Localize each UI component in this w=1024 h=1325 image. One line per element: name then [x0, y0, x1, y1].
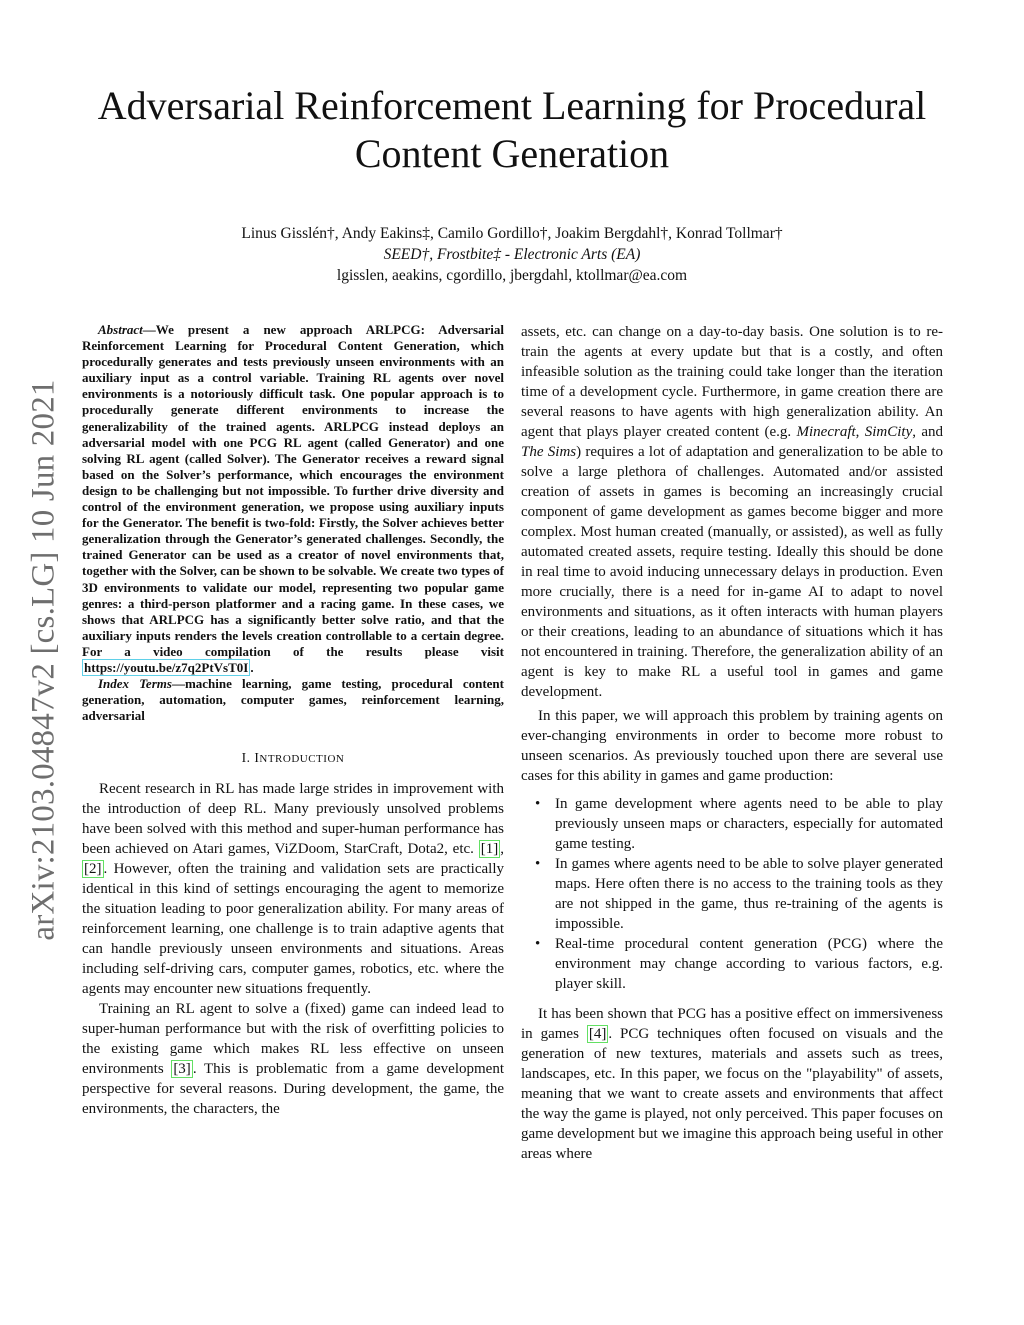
author-affiliation: SEED†, Frostbite‡ - Electronic Arts (EA): [383, 246, 641, 263]
list-item-text: In games where agents need to be able to solve player generated maps. Here often there is no access to the training tools as they are not shipped in the game, thus re-training of the agents is impossible.: [555, 856, 943, 932]
paper-title: [60, 82, 964, 178]
section-title-rest: NTRODUCTION: [259, 753, 345, 766]
right-column: [521, 322, 943, 1164]
intro-paragraph-2: [82, 999, 504, 1119]
section-heading-introduction: [82, 748, 504, 769]
bullet-icon: •: [535, 856, 541, 872]
video-link[interactable]: https://youtu.be/z7q2PtVsT0I: [84, 659, 249, 675]
right-p1-text-a: assets, etc. can change on a day-to-day basis. One solution is to re-train the agents at every update but that is a costly, and often infeasible solution as the training could take longer than the iteration time of a development cycle. Furthermore, in game creation there are several reasons to have agents with high generalization ability. An agent that plays player created content (e.g.: [521, 324, 943, 440]
right-p1-text-b: ) requires a lot of adaptation and generalization to be able to solve a large plethora of challenges. Automated and/or assisted creation of assets in games is becoming an increasingly crucial component of game development as games become bigger and more complex. Most human created (manually, or assisted), as well as fully automated created assets, require testing. Ideally this should be done in real time to avoid inducing unnecessary delays in production. Even more crucially, there is a need for in-game AI to adapt to novel environments and situations, as it often interacts with human players or their creations, leading to an abundance of situations which it has not encountered in training. Therefore, the generalization ability of an agent is key to make RL a useful tool in games and game development.: [521, 444, 944, 700]
intro-p2-text-b: . This is problematic from a game development perspective for several reasons. During development, the game, the environments, the characters, the: [82, 1061, 504, 1118]
citation-2[interactable]: [2]: [84, 861, 102, 878]
index-terms-label: Index Terms: [98, 676, 172, 692]
right-paragraph-1: [521, 322, 943, 702]
index-terms: [82, 676, 504, 724]
citation-3[interactable]: [3]: [173, 1061, 191, 1078]
list-item-text: In game development where agents need to be able to play previously unseen maps or characters, especially for automated game testing.: [555, 796, 943, 852]
section-numeral: I.: [241, 750, 255, 766]
arxiv-identifier: arXiv:2103.04847v2 [cs.LG] 10 Jun 2021: [25, 379, 62, 941]
author-emails: lgisslen, aeakins, cgordillo, jbergdahl, ktollmar@ea.com: [336, 267, 688, 284]
right-paragraph-3: [521, 1004, 943, 1164]
paper-title-line-1: Adversarial Reinforcement Learning for Procedural: [97, 83, 927, 128]
intro-p2-text-a: Training an RL agent to solve a (fixed) game can indeed lead to super-human performance but with the risk of overfitting policies to the existing game which makes RL less effective on unseen environments: [82, 1001, 504, 1078]
right-p1-sep-1: ,: [855, 424, 865, 440]
left-column: [82, 322, 504, 1119]
abstract: [82, 322, 504, 676]
use-case-list: [521, 794, 943, 994]
abstract-end: .: [250, 659, 254, 675]
game-title-simcity: SimCity: [864, 424, 913, 440]
citation-1[interactable]: [1]: [480, 841, 499, 858]
intro-paragraph-1: [82, 779, 504, 999]
index-terms-body: —machine learning, game testing, procedural content generation, automation, computer games, reinforcement learning, adversarial: [82, 676, 504, 724]
right-p3-text-b: . PCG techniques often focused on visuals and the generation of new textures, materials and assets such as trees, landscapes, etc. In this paper, we focus on the "playability" of assets, meaning that we want to create assets and environments that affect the way the game is played, not only perceived. This paper focuses on game development but we imagine this approach being useful in other areas where: [521, 1026, 943, 1162]
list-item: [521, 854, 943, 934]
right-paragraph-2: In this paper, we will approach this problem by training agents on ever-changing environments in order to become more robust to unseen scenarios. As previously touched upon there are several use cases for this ability in games and game production:: [521, 708, 943, 784]
intro-p1-separator: ,: [500, 841, 504, 858]
arxiv-side-stamp: [14, 360, 74, 960]
author-list: Linus Gisslén†, Andy Eakins‡, Camilo Gordillo†, Joakim Bergdahl†, Konrad Tollmar†: [241, 225, 783, 242]
author-block: [60, 223, 964, 286]
paper-title-line-2: Content Generation: [354, 131, 670, 176]
intro-p1-text-b: . However, often the training and validation sets are practically identical in this kind of settings encouraging the agent to memorize the situation leading to poor generalization ability. For many areas of reinforcement learning, one challenge is to train adaptive agents that can handle previously unseen environments and situations. Areas including self-driving cars, computer games, robotics, etc. where the agents may encounter new situations frequently.: [82, 861, 504, 998]
citation-4[interactable]: [4]: [588, 1026, 607, 1042]
list-item-text: Real-time procedural content generation (PCG) where the environment may change according to various factors, e.g. player skill.: [555, 936, 943, 992]
bullet-icon: •: [535, 936, 541, 952]
game-title-minecraft: Minecraft: [796, 424, 856, 440]
intro-p1-text-a: Recent research in RL has made large strides in improvement with the introduction of deep RL. Many previously unsolved problems have been solved with this method and super-human performance has been achieved on Atari games, ViZDoom, StarCraft, Dota2, etc.: [82, 781, 504, 858]
game-title-the-sims: The Sims: [521, 444, 577, 460]
abstract-body: —We present a new approach ARLPCG: Adversarial Reinforcement Learning for Procedural Content Generation, which procedurally generates and tests previously unseen environments with an auxiliary input as a control variable. Training RL agents over novel environments is a notoriously difficult task. One popular approach is to procedurally generate different environments to increase the generalizability of the trained agents. ARLPCG instead deploys an adversarial model with one PCG RL agent (called Generator) and one solving RL agent (called Solver). The Generator receives a reward signal based on the Solver’s performance, which encourages the environment design to be challenging but not impossible. To further drive diversity and control of the environment generation, we propose using auxiliary inputs for the Generator. The benefit is two-fold: Firstly, the Solver achieves better generalization through the Generator’s generated challenges. Secondly, the trained Generator can be used as a creator of novel environments that, together with the Solver, can be shown to be solvable. We create two types of 3D environments to validate our model, representing two popular game genres: a third-person platformer and a racing game. In these cases, we shows that ARLPCG has a significantly better solve ratio, and that the auxiliary inputs renders the levels creation controllable to a certain degree. For a video compilation of the results please visit: [82, 322, 504, 659]
section-first-letter: I: [254, 750, 260, 766]
bullet-icon: •: [535, 796, 541, 812]
abstract-label: Abstract: [98, 322, 143, 337]
right-p1-sep-2: , and: [912, 424, 943, 440]
right-p3-text-a: It has been shown that PCG has a positive effect on immersiveness in games: [521, 1006, 943, 1042]
list-item: [521, 934, 943, 994]
list-item: [521, 794, 943, 854]
